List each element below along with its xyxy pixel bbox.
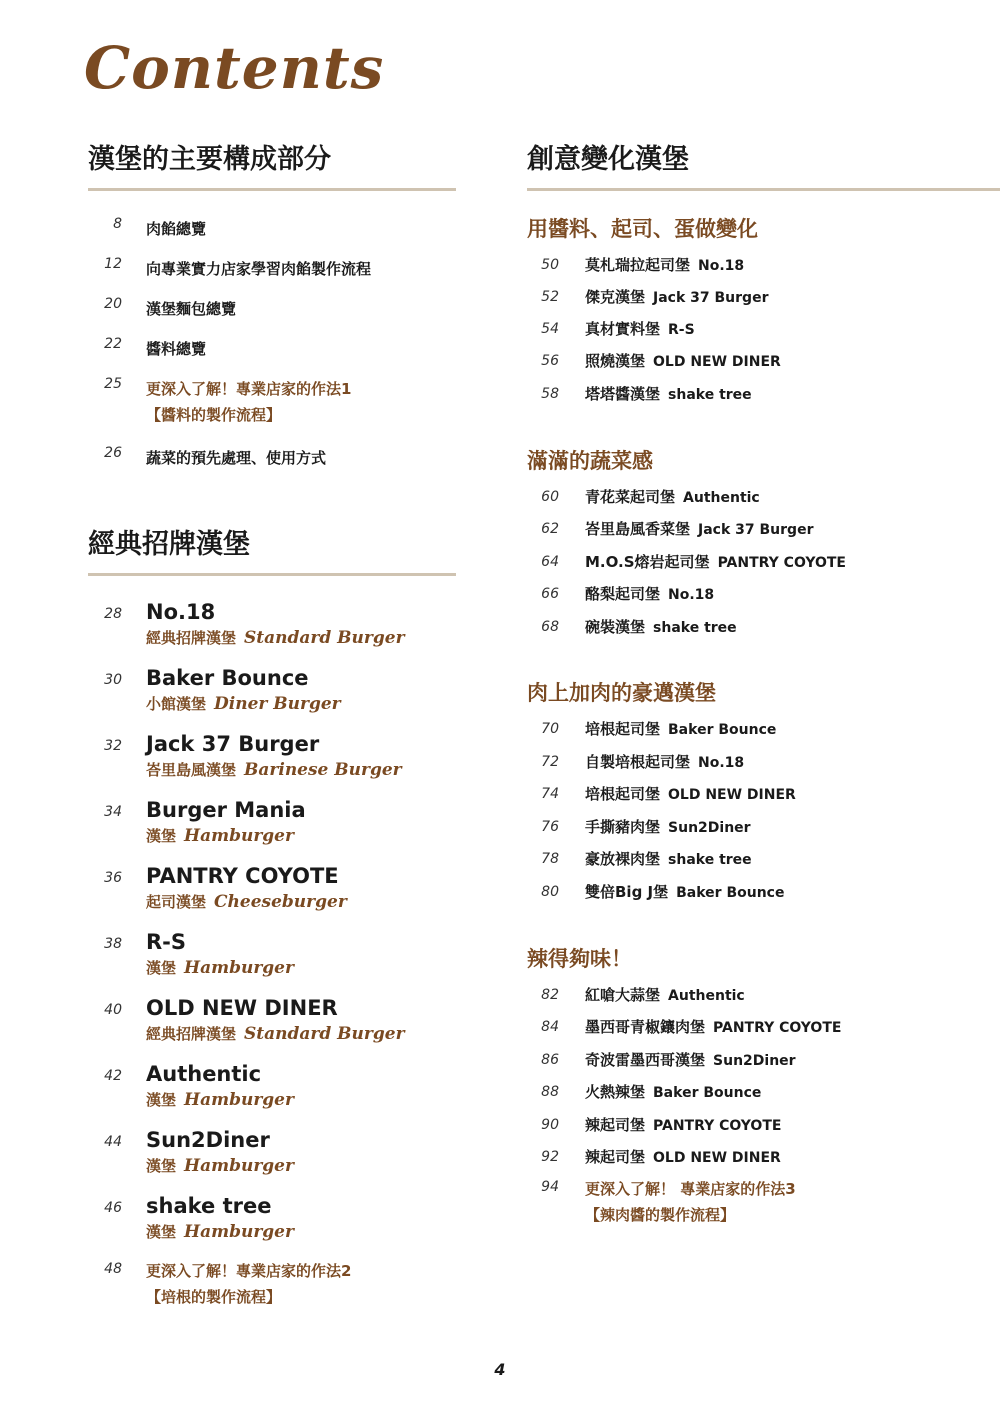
item-title: 醬料總覽 bbox=[146, 340, 207, 358]
page-ref: 94 bbox=[541, 1179, 559, 1195]
page-ref: 84 bbox=[541, 1019, 559, 1035]
burger-name: 紅嗆大蒜堡 bbox=[585, 986, 661, 1004]
page-ref: 42 bbox=[104, 1068, 122, 1084]
burger-name: 莫札瑞拉起司堡 bbox=[585, 256, 691, 274]
store-name: R-S bbox=[146, 930, 187, 954]
page-ref: 32 bbox=[104, 738, 122, 754]
page-ref: 60 bbox=[541, 489, 559, 505]
store-name: OLD NEW DINER bbox=[653, 354, 781, 370]
store-name: Baker Bounce bbox=[653, 1085, 762, 1101]
group-title: 滿滿的蔬菜感 bbox=[527, 449, 653, 473]
page-ref: 68 bbox=[541, 619, 559, 635]
page-ref: 30 bbox=[104, 672, 122, 688]
burger-type: 漢堡 bbox=[146, 1223, 177, 1241]
page-ref: 86 bbox=[541, 1052, 559, 1068]
burger-name: 辣起司堡 bbox=[585, 1116, 646, 1134]
store-name: Sun2Diner bbox=[668, 820, 751, 836]
burger-type: 漢堡 bbox=[146, 827, 177, 845]
contents-title: Contents bbox=[84, 34, 385, 102]
burger-name: 手撕豬肉堡 bbox=[585, 818, 661, 836]
burger-name: 碗裝漢堡 bbox=[585, 618, 646, 636]
store-name: Authentic bbox=[683, 490, 760, 506]
store-name: OLD NEW DINER bbox=[653, 1150, 781, 1166]
item-subtitle: 【辣肉醬的製作流程】 bbox=[585, 1206, 736, 1224]
burger-type-script: Hamburger bbox=[184, 826, 294, 846]
page-ref: 66 bbox=[541, 586, 559, 602]
store-name: Baker Bounce bbox=[668, 722, 777, 738]
page-ref: 46 bbox=[104, 1200, 122, 1216]
burger-name: 培根起司堡 bbox=[585, 785, 661, 803]
store-name: shake tree bbox=[146, 1194, 272, 1218]
store-name: PANTRY COYOTE bbox=[146, 864, 339, 888]
page-ref: 72 bbox=[541, 754, 559, 770]
burger-name: 豪放裸肉堡 bbox=[585, 850, 661, 868]
burger-name: 峇里島風香菜堡 bbox=[585, 520, 691, 538]
burger-type: 峇里島風漢堡 bbox=[146, 761, 237, 779]
store-name: Jack 37 Burger bbox=[146, 732, 320, 756]
item-title: 向專業實力店家學習肉餡製作流程 bbox=[146, 260, 372, 278]
page-ref: 50 bbox=[541, 257, 559, 273]
burger-name: 青花菜起司堡 bbox=[585, 488, 676, 506]
store-name: Authentic bbox=[668, 988, 745, 1004]
group-title: 肉上加肉的豪邁漢堡 bbox=[527, 681, 716, 705]
burger-type-script: Barinese Burger bbox=[244, 760, 402, 780]
page-ref: 62 bbox=[541, 521, 559, 537]
page-ref: 38 bbox=[104, 936, 122, 952]
page-ref: 48 bbox=[104, 1261, 122, 1277]
burger-type: 起司漢堡 bbox=[146, 893, 207, 911]
burger-type: 經典招牌漢堡 bbox=[146, 1025, 237, 1043]
store-name: PANTRY COYOTE bbox=[653, 1118, 782, 1134]
store-name: shake tree bbox=[668, 852, 752, 868]
store-name: Burger Mania bbox=[146, 798, 306, 822]
burger-name: 奇波雷墨西哥漢堡 bbox=[585, 1051, 706, 1069]
item-title: 漢堡麵包總覽 bbox=[146, 300, 237, 318]
item-title: 肉餡總覽 bbox=[146, 220, 207, 238]
item-title: 更深入了解！專業店家的作法2 bbox=[146, 1262, 352, 1280]
burger-type: 小館漢堡 bbox=[146, 695, 207, 713]
store-name: Jack 37 Burger bbox=[698, 522, 814, 538]
store-name: No.18 bbox=[698, 755, 745, 771]
burger-type-script: Hamburger bbox=[184, 958, 294, 978]
burger-type-script: Cheeseburger bbox=[214, 892, 347, 912]
page-ref: 34 bbox=[104, 804, 122, 820]
section-title: 經典招牌漢堡 bbox=[88, 529, 250, 560]
section-creative bbox=[527, 140, 1000, 191]
burger-name: 火熱辣堡 bbox=[585, 1083, 646, 1101]
item-title: 更深入了解！ 專業店家的作法3 bbox=[585, 1180, 796, 1198]
store-name: Sun2Diner bbox=[146, 1128, 270, 1152]
page-ref: 28 bbox=[104, 606, 122, 622]
store-name: Sun2Diner bbox=[713, 1053, 796, 1069]
page-ref: 26 bbox=[104, 445, 122, 461]
section-title: 漢堡的主要構成部分 bbox=[88, 144, 331, 175]
page-ref: 78 bbox=[541, 851, 559, 867]
page-ref: 80 bbox=[541, 884, 559, 900]
page-ref: 20 bbox=[104, 296, 122, 312]
group-title: 用醬料、起司、蛋做變化 bbox=[527, 217, 758, 241]
burger-name: 培根起司堡 bbox=[585, 720, 661, 738]
store-name: No.18 bbox=[668, 587, 715, 603]
page-ref: 64 bbox=[541, 554, 559, 570]
page-ref: 52 bbox=[541, 289, 559, 305]
burger-name: 傑克漢堡 bbox=[585, 288, 646, 306]
item-subtitle: 【醬料的製作流程】 bbox=[146, 406, 282, 424]
burger-type: 漢堡 bbox=[146, 1091, 177, 1109]
burger-type-script: Standard Burger bbox=[244, 628, 405, 648]
burger-type: 漢堡 bbox=[146, 1157, 177, 1175]
store-name: shake tree bbox=[653, 620, 737, 636]
section-divider bbox=[88, 573, 456, 576]
item-subtitle: 【培根的製作流程】 bbox=[146, 1288, 282, 1306]
store-name: OLD NEW DINER bbox=[146, 996, 338, 1020]
item-title: 更深入了解！專業店家的作法1 bbox=[146, 380, 352, 398]
page-ref: 36 bbox=[104, 870, 122, 886]
burger-type-script: Hamburger bbox=[184, 1090, 294, 1110]
store-name: R-S bbox=[668, 322, 695, 338]
page-ref: 12 bbox=[104, 256, 122, 272]
section-divider bbox=[527, 188, 1000, 191]
burger-name: 雙倍Big J堡 bbox=[585, 883, 669, 901]
page-ref: 92 bbox=[541, 1149, 559, 1165]
page-ref: 88 bbox=[541, 1084, 559, 1100]
store-name: OLD NEW DINER bbox=[668, 787, 796, 803]
page-ref: 8 bbox=[113, 216, 122, 232]
burger-type-script: Hamburger bbox=[184, 1156, 294, 1176]
burger-type: 漢堡 bbox=[146, 959, 177, 977]
burger-type-script: Diner Burger bbox=[214, 694, 341, 714]
burger-type-script: Hamburger bbox=[184, 1222, 294, 1242]
burger-name: 酪梨起司堡 bbox=[585, 585, 661, 603]
page-ref: 76 bbox=[541, 819, 559, 835]
group-title: 辣得夠味！ bbox=[527, 947, 632, 971]
store-name: PANTRY COYOTE bbox=[713, 1020, 842, 1036]
burger-name: 墨西哥青椒鑲肉堡 bbox=[585, 1018, 706, 1036]
section-divider bbox=[88, 188, 456, 191]
page-ref: 25 bbox=[104, 376, 122, 392]
burger-name: 塔塔醬漢堡 bbox=[585, 385, 661, 403]
page-ref: 44 bbox=[104, 1134, 122, 1150]
burger-type-script: Standard Burger bbox=[244, 1024, 405, 1044]
burger-name: 辣起司堡 bbox=[585, 1148, 646, 1166]
page-ref: 82 bbox=[541, 987, 559, 1003]
section-classic bbox=[88, 525, 456, 576]
page-ref: 74 bbox=[541, 786, 559, 802]
page-number: 4 bbox=[494, 1360, 506, 1379]
store-name: No.18 bbox=[146, 600, 216, 624]
burger-name: M.O.S熔岩起司堡 bbox=[585, 553, 710, 571]
page-ref: 56 bbox=[541, 353, 559, 369]
store-name: Baker Bounce bbox=[146, 666, 309, 690]
section-components bbox=[88, 140, 456, 191]
page-ref: 40 bbox=[104, 1002, 122, 1018]
item-title: 蔬菜的預先處理、使用方式 bbox=[146, 449, 327, 467]
store-name: PANTRY COYOTE bbox=[717, 555, 846, 571]
page-ref: 90 bbox=[541, 1117, 559, 1133]
page-ref: 54 bbox=[541, 321, 559, 337]
burger-type: 經典招牌漢堡 bbox=[146, 629, 237, 647]
page-ref: 70 bbox=[541, 721, 559, 737]
burger-name: 照燒漢堡 bbox=[585, 352, 646, 370]
burger-name: 真材實料堡 bbox=[585, 320, 661, 338]
store-name: Jack 37 Burger bbox=[653, 290, 769, 306]
burger-name: 自製培根起司堡 bbox=[585, 753, 691, 771]
page-ref: 22 bbox=[104, 336, 122, 352]
store-name: No.18 bbox=[698, 258, 745, 274]
store-name: Baker Bounce bbox=[676, 885, 785, 901]
store-name: Authentic bbox=[146, 1062, 262, 1086]
store-name: shake tree bbox=[668, 387, 752, 403]
section-title: 創意變化漢堡 bbox=[527, 144, 689, 175]
page-ref: 58 bbox=[541, 386, 559, 402]
